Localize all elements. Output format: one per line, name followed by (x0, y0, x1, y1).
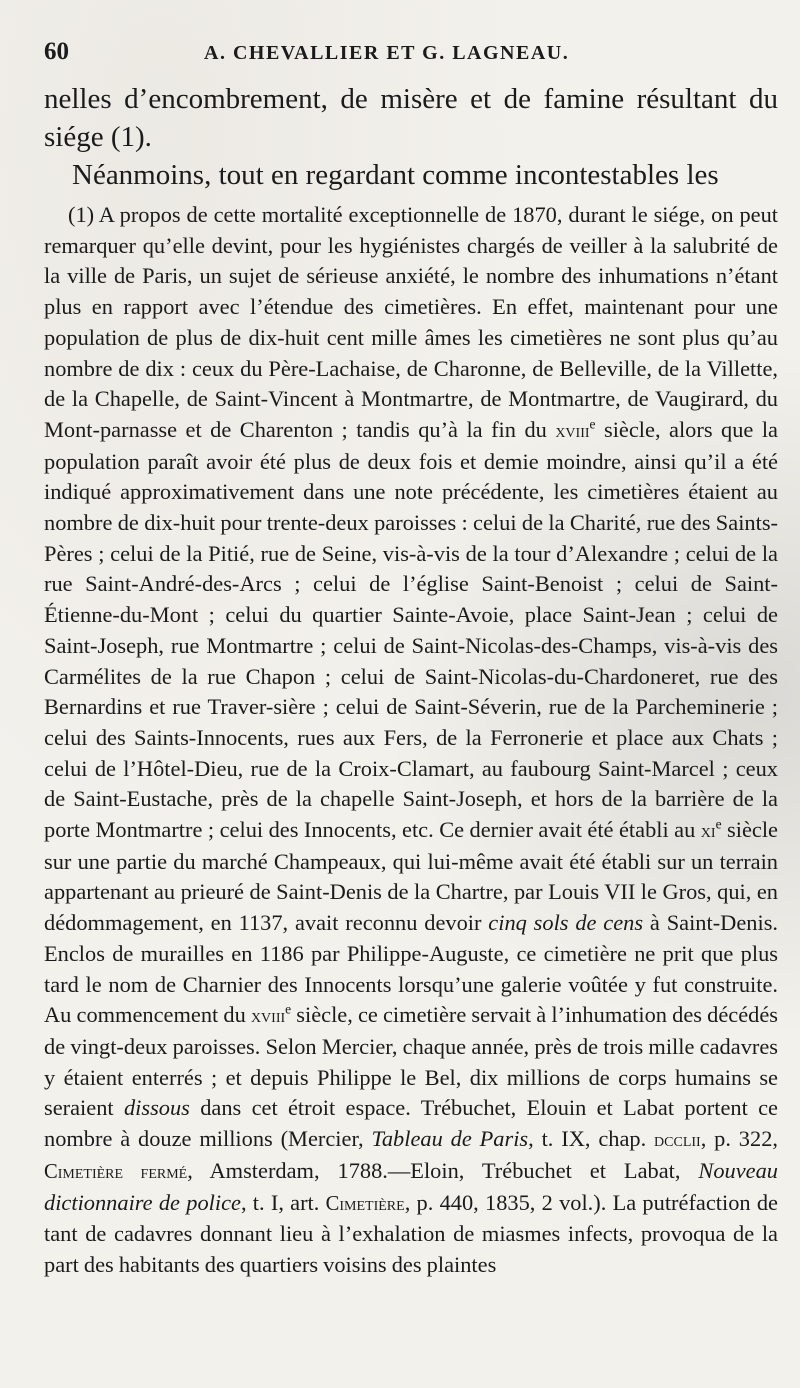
footnote-text (44, 200, 778, 1281)
main-text (44, 80, 778, 194)
running-head: A. CHEVALLIER ET G. LAGNEAU. (204, 42, 570, 64)
roman-numeral: xviii (555, 419, 590, 442)
italic-phrase: cinq sols de cens (488, 910, 644, 936)
roman-numeral: dcclii (654, 1129, 701, 1152)
footnote-segment: dans cet étroit espace. Trébuchet, Elouin et Labat portent ce nombre à douze millions (Mercier, (44, 1095, 778, 1152)
italic-title: Nouveau dictionnaire de police (44, 1157, 778, 1215)
footnote-segment: siècle, ce cimetière servait à l’inhumation des décédés de vingt-deux paroisses. Selon Mercier, chaque année, près de trois mille cadavres y étaient enterrés ; et depuis Philippe le Bel, dix millions de corps humains se seraient (44, 1002, 778, 1121)
paragraph-start: Néanmoins, tout en regardant comme incontestables les (72, 159, 719, 191)
footnote-segment: , Amsterdam, 1788.—Eloin, Trébuchet et Labat, (187, 1157, 699, 1183)
paragraph-continuation: nelles d’encombrement, de misère et de famine résultant du siége (1). (44, 83, 778, 153)
small-caps-title: Cimetière fermé (44, 1160, 188, 1183)
italic-title: Tableau de Paris (371, 1126, 529, 1152)
page-header (44, 38, 778, 80)
small-caps-title: Cimetière (325, 1192, 405, 1215)
footnote-segment: siècle, alors que la population paraît avoir été plus de deux fois et demie moindre, ainsi qu’il a été indiqué approximativement dans une note précédente, les cimetières étaient au nombre de dix-huit pour trente-deux paroisses : celui de la Charité, rue des Saints-Pères ; celui de la Pitié, rue de Seine, vis-à-vis de la tour d’Alexandre ; celui de la rue Saint-André-des-Arcs ; celui de l’église Saint-Benoist ; celui de Saint-Étienne-du-Mont ; celui du quartier Sainte-Avoie, place Saint-Jean ; celui de Saint-Joseph, rue Montmartre ; celui de Saint-Nicolas-des-Champs, vis-à-vis des Carmélites de la rue Chapon ; celui de Saint-Nicolas-du-Chardoneret, rue des Bernardins et rue Traver-sière ; celui de Saint-Séverin, rue de la Parcheminerie ; celui des Saints-Innocents, rues aux Fers, de la Ferronerie et place aux Chats ; celui de l’Hôtel-Dieu, rue de la Croix-Clamart, au faubourg Saint-Marcel ; ceux de Saint-Eustache, près de la chapelle Saint-Joseph, et hors de la barrière de la porte Montmartre ; celui des Innocents, etc. Ce dernier avait été établi au (44, 416, 778, 843)
superscript: e (285, 1001, 292, 1017)
footnote-segment: , p. 322, (700, 1126, 778, 1152)
page-number: 60 (44, 38, 69, 65)
superscript: e (715, 816, 722, 832)
footnote (44, 200, 778, 1281)
footnote-segment: , t. I, art. (240, 1189, 326, 1215)
footnote-segment: (1) A propos de cette mortalité exceptionnelle de 1870, durant le siége, on peut remarquer qu’elle devint, pour les hygiénistes chargés de veiller à la salubrité de la ville de Paris, un sujet de sérieuse anxiété, le nombre des inhumations n’étant plus en rapport avec l’étendue des cimetières. En effet, maintenant pour une population de plus de dix-huit cent mille âmes les cimetières ne sont plus qu’au nombre de dix : ceux du Père-Lachaise, de Charonne, de Belleville, de la Villette, de la Chapelle, de Saint-Vincent à Montmartre, de Montmartre, de Vaugirard, du Mont-parnasse et de Charenton ; tandis qu’à la fin du (44, 202, 778, 442)
roman-numeral: xviii (250, 1005, 286, 1028)
footnote-segment: siècle sur une partie du marché Champeaux, qui lui-même avait été établi sur un terrain appartenant au prieuré de Saint-Denis de la Chartre, par Louis VII le Gros, qui, en dédommagement, en 1137, avait reconnu devoir (44, 817, 778, 936)
footnote-segment: , p. 440, 1835, 2 vol.). La putréfaction de tant de cadavres donnant lieu à l’exhalation de miasmes infects, provoqua de la part des habitants des quartiers voisins des plaintes (44, 1189, 778, 1277)
italic-word: dissous (123, 1095, 190, 1121)
superscript: e (589, 416, 596, 432)
roman-numeral: xi (700, 820, 716, 843)
footnote-segment: à Saint-Denis. Enclos de murailles en 1186 par Philippe-Auguste, ce cimetière ne prit que plus tard le nom de Charnier des Innocents lorsqu’une galerie voûtée y fut construite. Au commencement du (44, 910, 779, 1028)
footnote-segment: , t. IX, chap. (528, 1126, 655, 1152)
